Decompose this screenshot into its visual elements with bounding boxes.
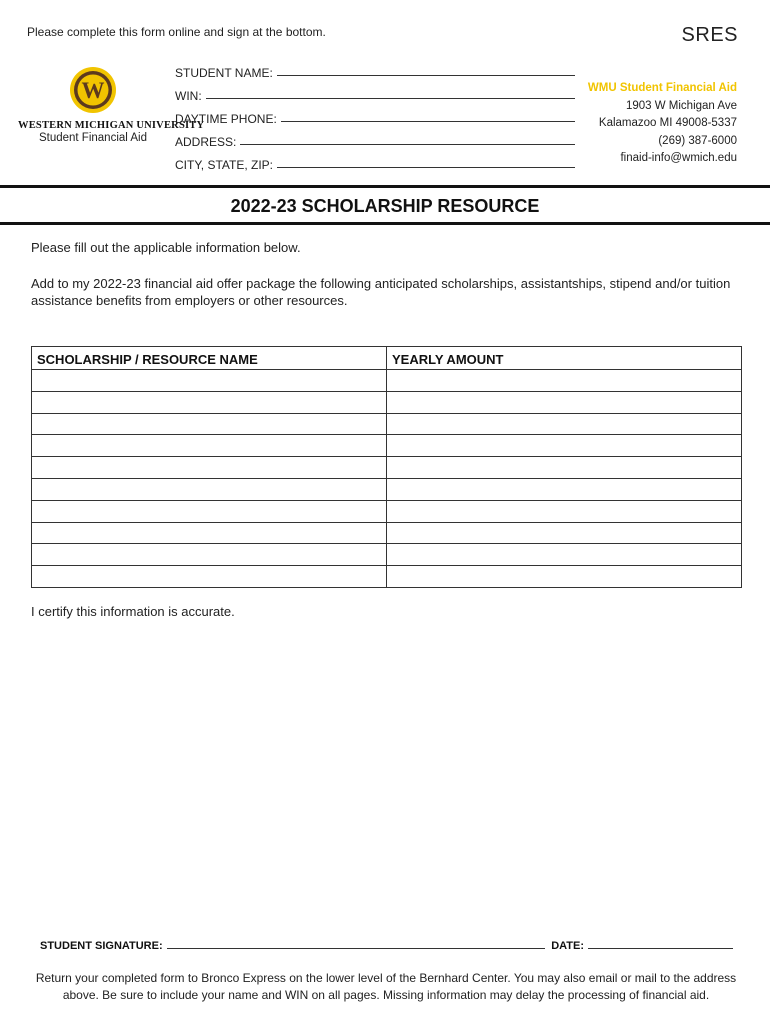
signature-row — [40, 940, 733, 952]
office-name: WMU Student Financial Aid — [587, 82, 737, 94]
city-state-zip-label: CITY, STATE, ZIP: — [175, 158, 274, 172]
office-city: Kalamazoo MI 49008-5337 — [598, 117, 737, 129]
yearly-amount-cell[interactable] — [387, 435, 742, 457]
address-input[interactable] — [240, 144, 575, 145]
table-row — [32, 500, 742, 522]
table-row — [32, 566, 742, 588]
date-label: DATE: — [551, 940, 584, 952]
emblem-letter: W — [81, 78, 105, 103]
table-row — [32, 370, 742, 392]
table-row — [32, 391, 742, 413]
resource-name-header: SCHOLARSHIP / RESOURCE NAME — [32, 347, 387, 370]
wmu-emblem-icon — [69, 66, 117, 114]
city-state-zip-field[interactable] — [175, 149, 575, 172]
title-rule-top — [0, 185, 770, 188]
resource-name-cell[interactable] — [32, 413, 387, 435]
resource-name-cell[interactable] — [32, 457, 387, 479]
student-name-field[interactable] — [175, 57, 575, 80]
date-input[interactable] — [588, 948, 733, 949]
table-row — [32, 457, 742, 479]
address-label: ADDRESS: — [175, 135, 237, 149]
footer-instructions: Return your completed form to Bronco Express on the lower level of the Bernhard Center. You may also email or mail to the address above. Be sure to include your name and WIN on all pages. Missing information may delay the processing of financial aid. — [35, 971, 737, 1002]
yearly-amount-cell[interactable] — [387, 478, 742, 500]
resource-name-cell[interactable] — [32, 478, 387, 500]
office-email[interactable]: finaid-info@wmich.edu — [620, 152, 737, 164]
table-header-row — [32, 347, 742, 370]
daytime-phone-input[interactable] — [281, 121, 575, 122]
page-title: 2022-23 SCHOLARSHIP RESOURCE — [230, 196, 540, 216]
signature-input[interactable] — [167, 948, 546, 949]
win-field[interactable] — [175, 80, 575, 103]
yearly-amount-cell[interactable] — [387, 566, 742, 588]
signature-label: STUDENT SIGNATURE: — [40, 940, 163, 952]
yearly-amount-cell[interactable] — [387, 500, 742, 522]
student-name-label: STUDENT NAME: — [175, 66, 273, 80]
form-code: SRES — [681, 24, 738, 46]
resource-name-cell[interactable] — [32, 566, 387, 588]
yearly-amount-cell[interactable] — [387, 370, 742, 392]
instruction-line-1: Please fill out the applicable information below. — [31, 240, 301, 255]
title-rule-bottom — [0, 222, 770, 225]
resource-name-cell[interactable] — [32, 435, 387, 457]
yearly-amount-cell[interactable] — [387, 544, 742, 566]
table-row — [32, 522, 742, 544]
yearly-amount-cell[interactable] — [387, 413, 742, 435]
office-street: 1903 W Michigan Ave — [625, 99, 737, 112]
table-row — [32, 413, 742, 435]
certify-statement: I certify this information is accurate. — [31, 604, 235, 619]
address-field[interactable] — [175, 126, 575, 149]
yearly-amount-cell[interactable] — [387, 522, 742, 544]
office-phone: (269) 387-6000 — [658, 134, 737, 147]
office-address-block — [588, 80, 737, 168]
department-name: Student Financial Aid — [38, 132, 148, 144]
resource-name-cell[interactable] — [32, 500, 387, 522]
yearly-amount-header: YEARLY AMOUNT — [387, 347, 742, 370]
top-note: Please complete this form online and sign at the bottom. — [27, 25, 326, 39]
resource-name-cell[interactable] — [32, 544, 387, 566]
table-row — [32, 435, 742, 457]
instruction-line-2: Add to my 2022-23 financial aid offer package the following anticipated scholarships, assistantships, stipend and/or tuition assistance benefits from employers or other resources. — [31, 276, 731, 308]
yearly-amount-cell[interactable] — [387, 457, 742, 479]
student-info-fields — [175, 57, 575, 172]
scholarship-table — [31, 346, 742, 588]
university-name: WESTERN MICHIGAN UNIVERSITY — [18, 120, 205, 131]
win-label: WIN: — [175, 89, 202, 103]
daytime-phone-label: DAYTIME PHONE: — [175, 112, 277, 126]
yearly-amount-cell[interactable] — [387, 391, 742, 413]
table-row — [32, 478, 742, 500]
table-row — [32, 544, 742, 566]
win-input[interactable] — [206, 98, 575, 99]
resource-name-cell[interactable] — [32, 370, 387, 392]
daytime-phone-field[interactable] — [175, 103, 575, 126]
resource-name-cell[interactable] — [32, 391, 387, 413]
student-name-input[interactable] — [277, 75, 575, 76]
resource-name-cell[interactable] — [32, 522, 387, 544]
city-state-zip-input[interactable] — [277, 167, 575, 168]
